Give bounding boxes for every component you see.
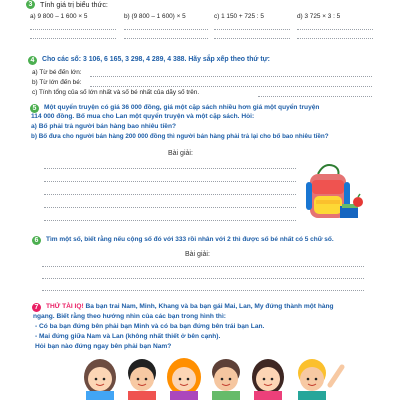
exercise-5-number: 5 <box>30 104 39 113</box>
ex3-answer-line[interactable] <box>297 38 373 39</box>
exercise-7-line-1 <box>46 303 334 311</box>
exercise-7-question: Hỏi bạn nào đứng ngay bên phải bạn Nam? <box>35 343 172 350</box>
iq-highlight: THỬ TÀI IQ! <box>46 303 84 310</box>
exercise-3-item-c: c) 1 150 + 725 : 5 <box>214 13 264 20</box>
ex4-answer-line-c[interactable] <box>258 96 372 97</box>
ex5-answer-line[interactable] <box>44 194 296 195</box>
ex3-answer-line[interactable] <box>214 38 290 39</box>
ex5-answer-line[interactable] <box>44 181 296 182</box>
ex6-answer-line[interactable] <box>42 290 364 291</box>
ex4-answer-line-b[interactable] <box>90 86 372 87</box>
exercise-6-solution-label: Bài giải: <box>185 251 210 258</box>
ex3-answer-line[interactable] <box>124 29 208 30</box>
exercise-7-number: 7 <box>32 303 41 312</box>
ex3-answer-line[interactable] <box>297 29 373 30</box>
ex5-answer-line[interactable] <box>44 168 296 169</box>
backpack-illustration <box>300 160 364 222</box>
ex3-answer-line[interactable] <box>124 38 208 39</box>
exercise-5-solution-label: Bài giải: <box>168 150 193 157</box>
exercise-5-question-b: b) Bố đưa cho người bán hàng 200 000 đồng thì người bán hàng phải trả lại cho bố bao nhiêu tiền? <box>31 133 329 140</box>
exercise-5-line-2: 114 000 đồng. Bố mua cho Lan một quyển truyện và một cặp sách. Hỏi: <box>31 113 255 120</box>
exercise-7-line-1-text: Ba bạn trai Nam, Minh, Khang và ba bạn gái Mai, Lan, My đứng thành một hàng <box>83 303 334 310</box>
exercise-4-item-a: a) Từ bé đến lớn: <box>32 69 82 76</box>
exercise-6-title: Tìm một số, biết rằng nếu cộng số đó với 333 rồi nhân với 2 thì được số bé nhất có 5 chữ số. <box>46 236 334 243</box>
exercise-6-number: 6 <box>32 236 41 245</box>
exercise-5-line-1: Một quyển truyện có giá 36 000 đồng, giá một cặp sách nhiều hơn giá một quyển truyện <box>44 104 320 111</box>
exercise-3-item-b: b) (9 800 – 1 600) × 5 <box>124 13 186 20</box>
exercise-7-bullet-2: - Mai đứng giữa Nam và Lan (không nhất thiết ở bên cạnh). <box>35 333 221 340</box>
ex6-answer-line[interactable] <box>42 266 364 267</box>
exercise-3-item-d: d) 3 725 × 3 : 5 <box>297 13 341 20</box>
exercise-7-bullet-1: - Có ba bạn đứng bên phải bạn Minh và có ba bạn đứng bên trái bạn Lan. <box>35 323 265 330</box>
exercise-3-item-a: a) 9 800 – 1 600 × 5 <box>30 13 88 20</box>
exercise-5-question-a: a) Bố phải trả người bán hàng bao nhiêu tiền? <box>31 123 177 130</box>
exercise-3-number: 3 <box>26 0 35 9</box>
ex5-answer-line[interactable] <box>44 207 296 208</box>
ex6-answer-line[interactable] <box>42 278 364 279</box>
ex5-answer-line[interactable] <box>44 220 296 221</box>
exercise-4-item-b: b) Từ lớn đến bé: <box>32 79 82 86</box>
ex4-answer-line-a[interactable] <box>90 76 372 77</box>
ex3-answer-line[interactable] <box>30 38 116 39</box>
exercise-4-number: 4 <box>28 56 37 65</box>
exercise-4-title: Cho các số: 3 106, 6 165, 3 298, 4 289, 4 388. Hãy sắp xếp theo thứ tự: <box>42 56 270 63</box>
exercise-3-title: Tính giá trị biểu thức: <box>40 0 108 9</box>
exercise-7-line-2: ngang. Biết rằng theo hướng nhìn của các bạn trong hình thì: <box>33 313 226 320</box>
ex3-answer-line[interactable] <box>30 29 116 30</box>
children-illustration <box>80 355 365 400</box>
ex3-answer-line[interactable] <box>214 29 290 30</box>
exercise-4-item-c: c) Tính tổng của số lớn nhất và số bé nhất của dãy số trên. <box>32 89 200 96</box>
